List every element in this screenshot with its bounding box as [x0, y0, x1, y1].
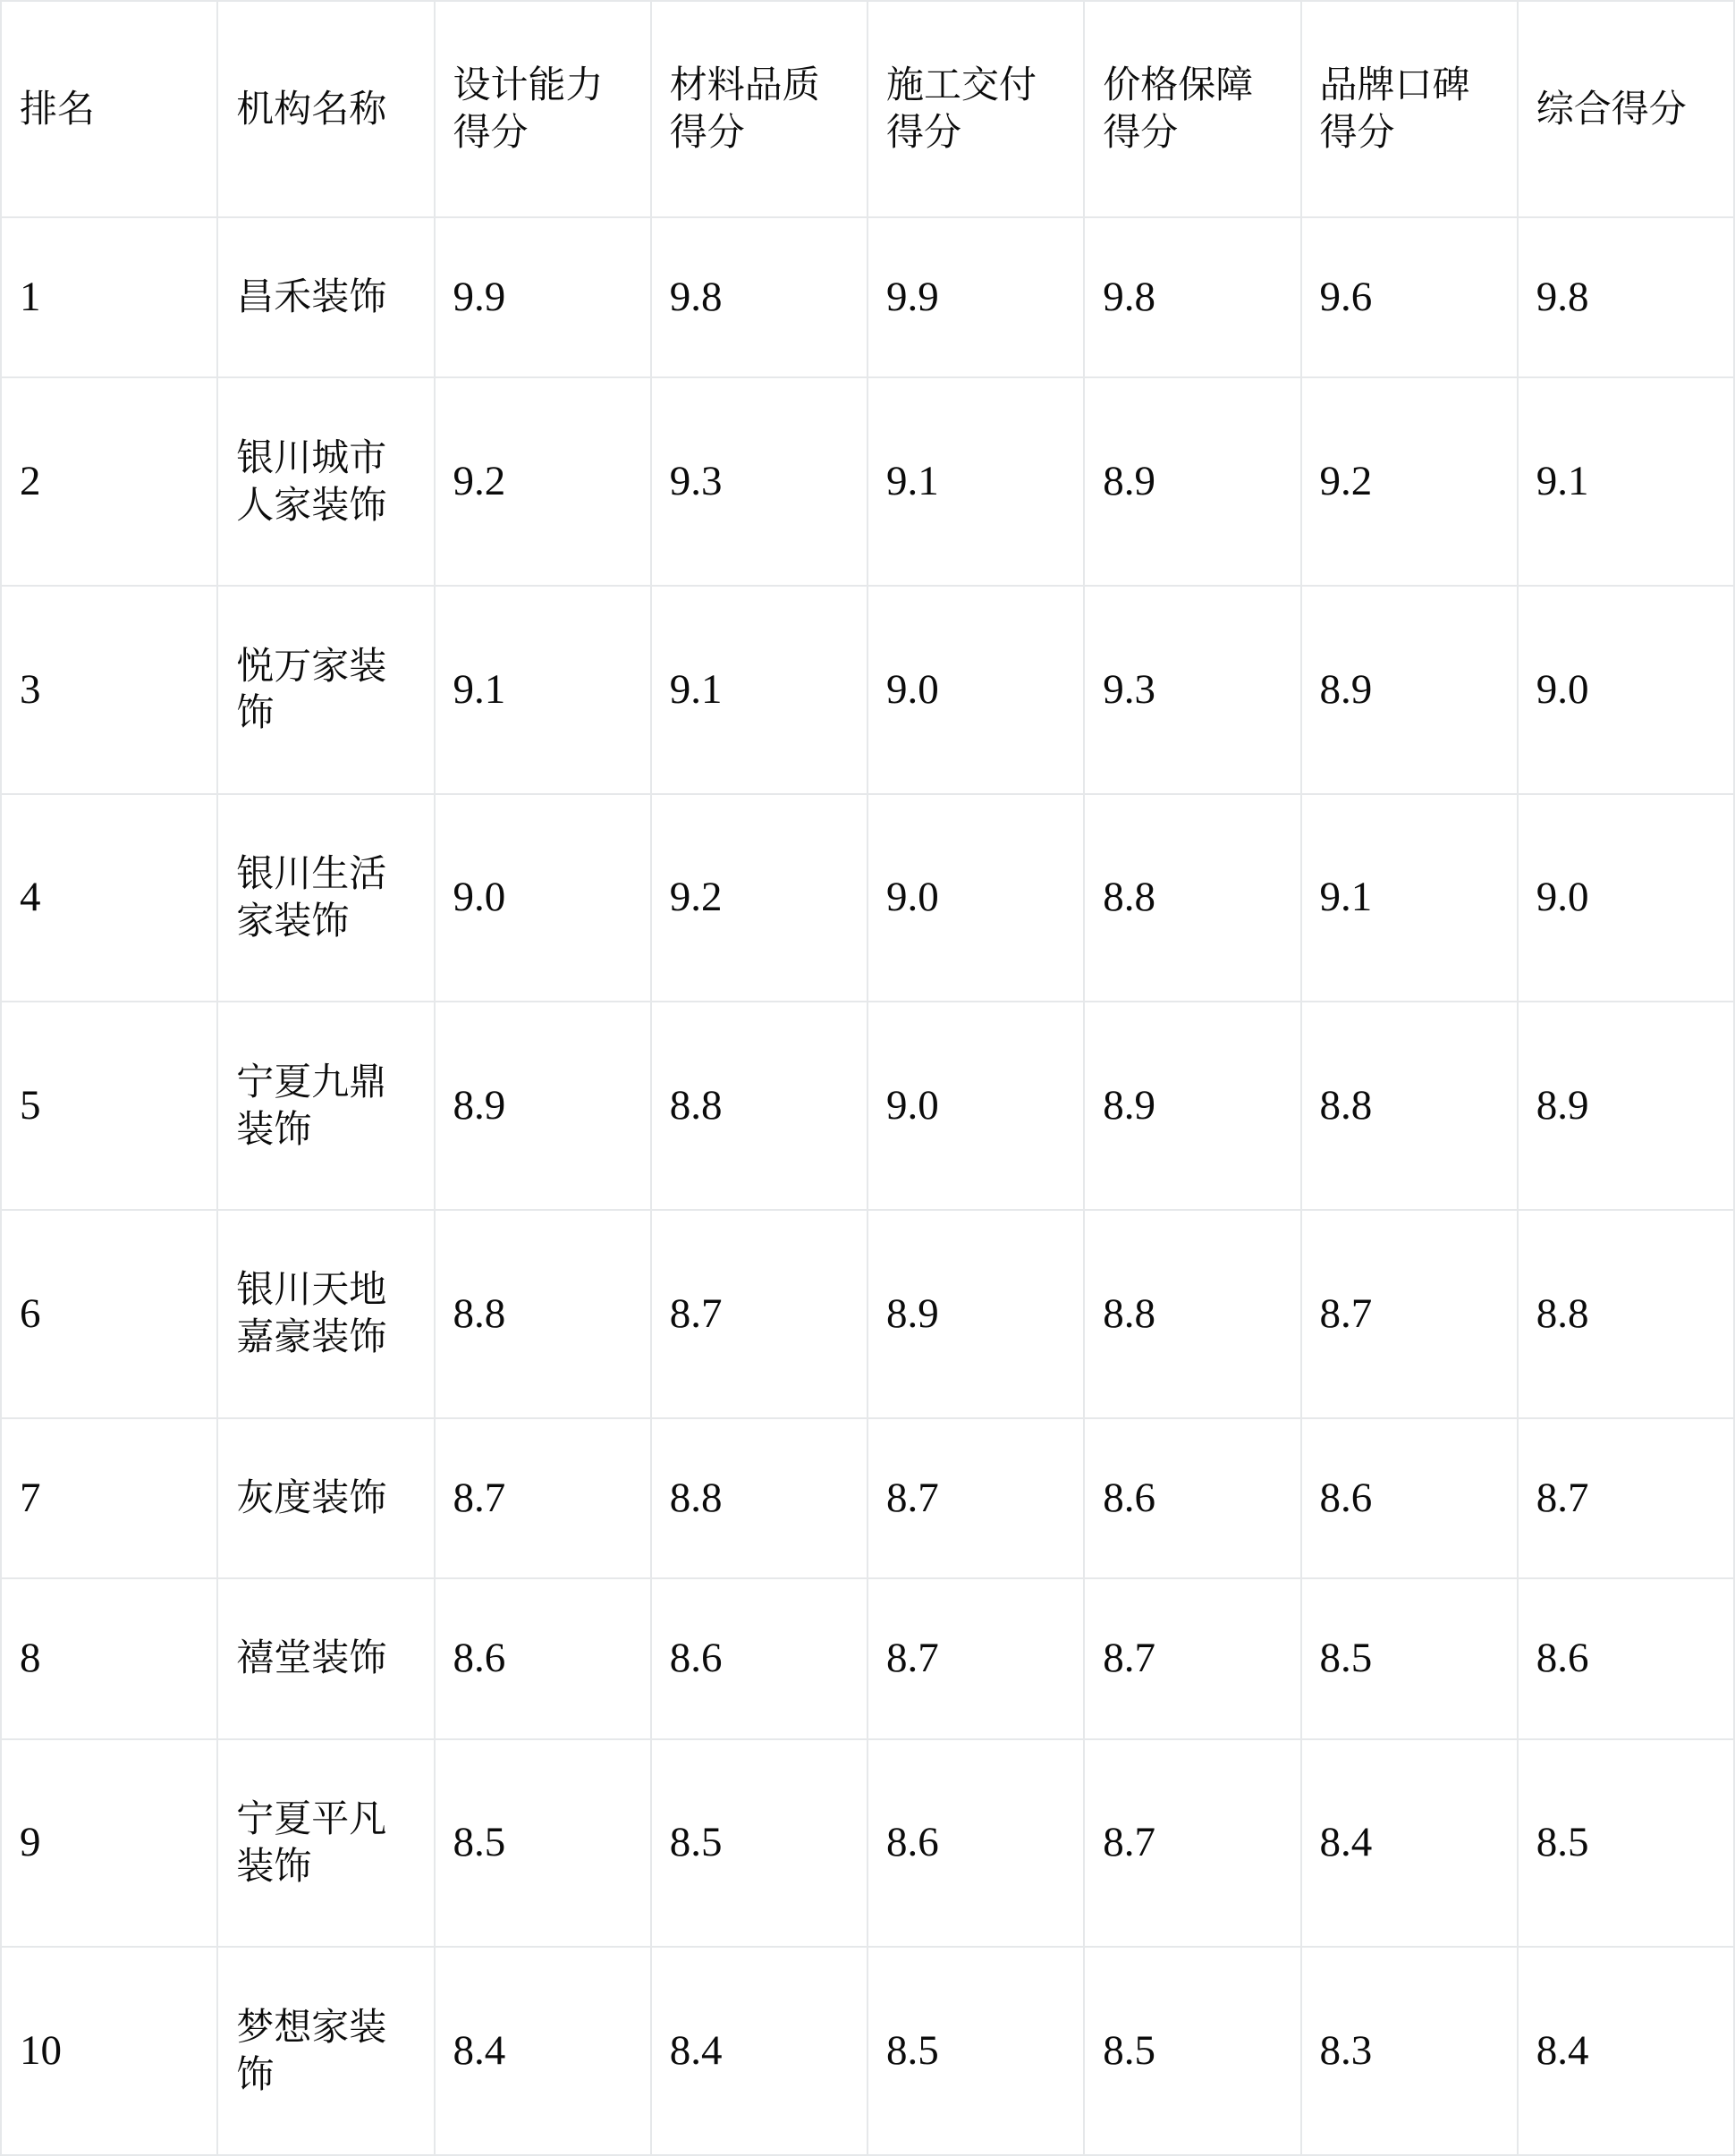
table-header	[1, 1, 1734, 217]
table-row	[1, 1739, 1734, 1948]
table-body	[1, 217, 1734, 2155]
delivery-score-cell: 9.1	[868, 377, 1084, 586]
overall-score-cell: 8.6	[1518, 1578, 1734, 1738]
overall-score-cell: 8.9	[1518, 1002, 1734, 1210]
agency-name-cell: 银川生活家装饰	[217, 794, 434, 1002]
table-row	[1, 1578, 1734, 1738]
delivery-score-cell: 8.9	[868, 1210, 1084, 1418]
overall-score-cell: 8.8	[1518, 1210, 1734, 1418]
table-row	[1, 794, 1734, 1002]
agency-name-cell: 宁夏九鼎装饰	[217, 1002, 434, 1210]
delivery-score-cell: 8.5	[868, 1947, 1084, 2155]
rank-cell: 6	[1, 1210, 217, 1418]
material-score-cell: 9.3	[651, 377, 868, 586]
material-score-cell: 8.8	[651, 1418, 868, 1578]
brand-score-cell: 8.5	[1301, 1578, 1518, 1738]
rank-cell: 3	[1, 586, 217, 794]
delivery-score-cell: 8.6	[868, 1739, 1084, 1948]
agency-name-cell: 银川天地嘉豪装饰	[217, 1210, 434, 1418]
design-score-cell: 8.6	[435, 1578, 651, 1738]
rank-cell: 4	[1, 794, 217, 1002]
design-score-cell: 9.1	[435, 586, 651, 794]
material-score-cell: 8.4	[651, 1947, 868, 2155]
rank-cell: 5	[1, 1002, 217, 1210]
table-row	[1, 1947, 1734, 2155]
material-score-cell: 8.6	[651, 1578, 868, 1738]
design-score-cell: 8.5	[435, 1739, 651, 1948]
column-header-rank: 排名	[1, 1, 217, 217]
price-score-cell: 8.6	[1084, 1418, 1300, 1578]
delivery-score-cell: 8.7	[868, 1578, 1084, 1738]
price-score-cell: 8.7	[1084, 1739, 1300, 1948]
rank-cell: 10	[1, 1947, 217, 2155]
column-header-agency-name: 机构名称	[217, 1, 434, 217]
brand-score-cell: 8.9	[1301, 586, 1518, 794]
table-row	[1, 217, 1734, 377]
price-score-cell: 8.5	[1084, 1947, 1300, 2155]
agency-name-cell: 昌禾装饰	[217, 217, 434, 377]
material-score-cell: 9.2	[651, 794, 868, 1002]
agency-name-cell: 悦万家装饰	[217, 586, 434, 794]
column-header-delivery-score: 施工交付得分	[868, 1, 1084, 217]
table-row	[1, 1418, 1734, 1578]
price-score-cell: 8.9	[1084, 377, 1300, 586]
price-score-cell: 9.8	[1084, 217, 1300, 377]
brand-score-cell: 8.8	[1301, 1002, 1518, 1210]
agency-name-cell: 宁夏平凡装饰	[217, 1739, 434, 1948]
brand-score-cell: 8.3	[1301, 1947, 1518, 2155]
column-header-price-score: 价格保障得分	[1084, 1, 1300, 217]
table-row	[1, 377, 1734, 586]
overall-score-cell: 8.4	[1518, 1947, 1734, 2155]
table-row	[1, 1210, 1734, 1418]
rank-cell: 7	[1, 1418, 217, 1578]
column-header-overall-score: 综合得分	[1518, 1, 1734, 217]
material-score-cell: 8.5	[651, 1739, 868, 1948]
design-score-cell: 9.2	[435, 377, 651, 586]
overall-score-cell: 9.1	[1518, 377, 1734, 586]
overall-score-cell: 9.0	[1518, 794, 1734, 1002]
delivery-score-cell: 8.7	[868, 1418, 1084, 1578]
overall-score-cell: 9.0	[1518, 586, 1734, 794]
design-score-cell: 9.0	[435, 794, 651, 1002]
design-score-cell: 8.9	[435, 1002, 651, 1210]
delivery-score-cell: 9.0	[868, 1002, 1084, 1210]
agency-name-cell: 梦想家装饰	[217, 1947, 434, 2155]
price-score-cell: 9.3	[1084, 586, 1300, 794]
rank-cell: 1	[1, 217, 217, 377]
price-score-cell: 8.9	[1084, 1002, 1300, 1210]
material-score-cell: 8.8	[651, 1002, 868, 1210]
column-header-material-score: 材料品质得分	[651, 1, 868, 217]
agency-name-cell: 灰度装饰	[217, 1418, 434, 1578]
brand-score-cell: 8.7	[1301, 1210, 1518, 1418]
price-score-cell: 8.8	[1084, 794, 1300, 1002]
design-score-cell: 8.7	[435, 1418, 651, 1578]
price-score-cell: 8.7	[1084, 1578, 1300, 1738]
header-row	[1, 1, 1734, 217]
column-header-design-score: 设计能力得分	[435, 1, 651, 217]
brand-score-cell: 9.6	[1301, 217, 1518, 377]
material-score-cell: 9.1	[651, 586, 868, 794]
delivery-score-cell: 9.0	[868, 586, 1084, 794]
price-score-cell: 8.8	[1084, 1210, 1300, 1418]
delivery-score-cell: 9.0	[868, 794, 1084, 1002]
column-header-brand-score: 品牌口碑得分	[1301, 1, 1518, 217]
design-score-cell: 9.9	[435, 217, 651, 377]
brand-score-cell: 8.4	[1301, 1739, 1518, 1948]
delivery-score-cell: 9.9	[868, 217, 1084, 377]
agency-name-cell: 禧堂装饰	[217, 1578, 434, 1738]
rank-cell: 8	[1, 1578, 217, 1738]
table-row	[1, 586, 1734, 794]
material-score-cell: 8.7	[651, 1210, 868, 1418]
rank-cell: 2	[1, 377, 217, 586]
overall-score-cell: 8.5	[1518, 1739, 1734, 1948]
design-score-cell: 8.8	[435, 1210, 651, 1418]
brand-score-cell: 9.1	[1301, 794, 1518, 1002]
overall-score-cell: 9.8	[1518, 217, 1734, 377]
agency-name-cell: 银川城市人家装饰	[217, 377, 434, 586]
design-score-cell: 8.4	[435, 1947, 651, 2155]
material-score-cell: 9.8	[651, 217, 868, 377]
brand-score-cell: 9.2	[1301, 377, 1518, 586]
overall-score-cell: 8.7	[1518, 1418, 1734, 1578]
brand-score-cell: 8.6	[1301, 1418, 1518, 1578]
table-row	[1, 1002, 1734, 1210]
rank-cell: 9	[1, 1739, 217, 1948]
